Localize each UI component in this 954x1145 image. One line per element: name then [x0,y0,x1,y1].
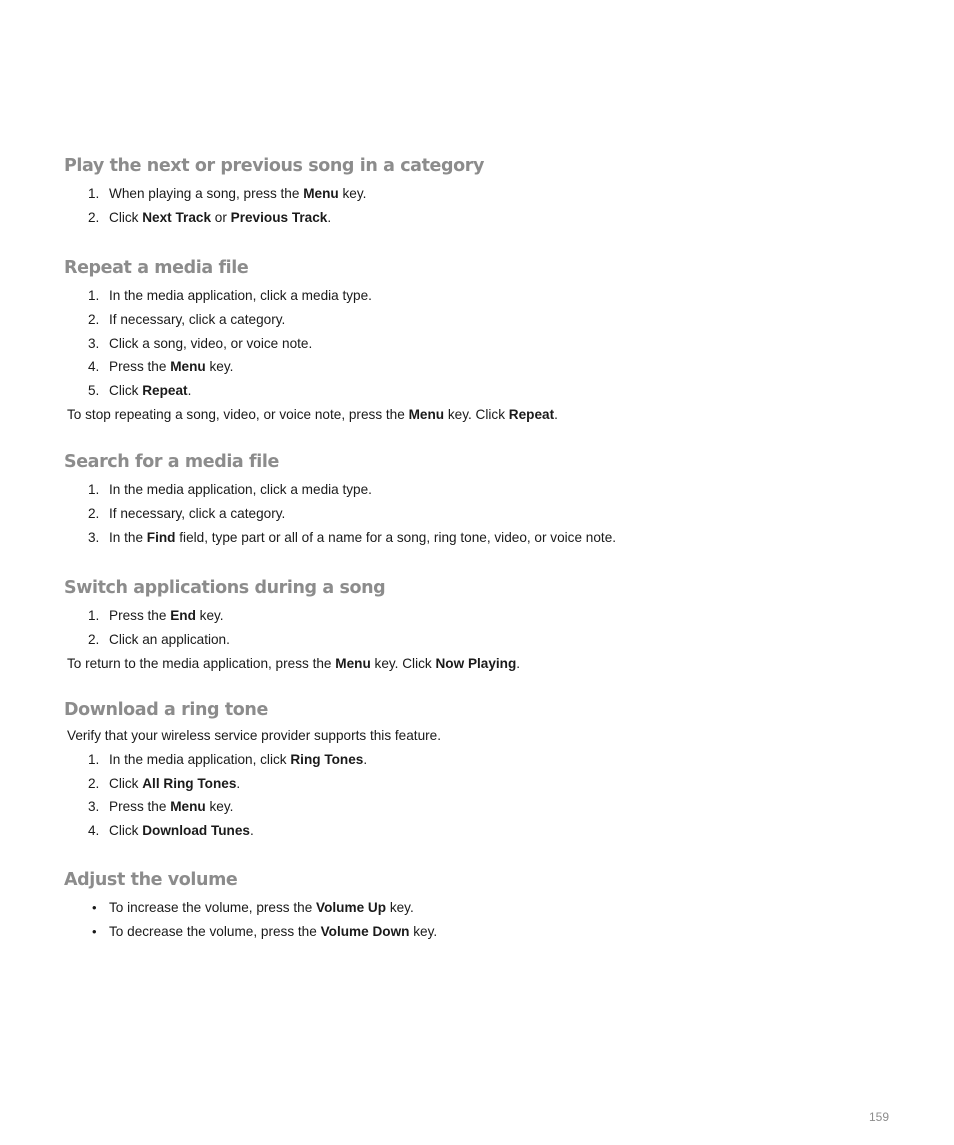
step-ui-label: Next Track [142,209,211,225]
step-text: key. [205,359,234,375]
bullet-item [64,896,884,920]
note-text: . [554,406,558,422]
step-item [64,502,884,526]
result-note [64,403,884,427]
bullet-text: To decrease the volume, press the [109,923,321,939]
note-ui-label: Menu [408,406,445,422]
section-heading: Adjust the volume [64,870,238,890]
step-text: Click [109,209,143,225]
step-text: In the [109,529,147,545]
step-item [64,308,884,332]
step-number: 2. [88,631,100,647]
step-text: Press the [109,799,171,815]
bullet-ui-label: Volume Down [320,923,410,939]
step-text: Click an application. [109,631,230,647]
step-ui-label: All Ring Tones [142,775,237,791]
bullet-icon: • [92,923,97,939]
step-text: Click a song, video, or voice note. [109,335,313,351]
step-list [64,748,884,843]
step-ui-label: Download Tunes [142,823,250,839]
step-text: Press the [109,359,171,375]
bullet-list [64,896,884,944]
step-item [64,379,884,403]
step-ui-label: Ring Tones [290,751,364,767]
step-item [64,182,884,206]
step-ui-label: Menu [170,799,206,815]
step-ui-label: End [170,608,196,623]
step-item [64,795,884,819]
step-item [64,819,884,843]
section-heading: Search for a media file [64,452,279,472]
note-text: To stop repeating a song, video, or voice note, press the [67,406,409,422]
step-text: . [327,209,332,225]
step-number: 2. [88,311,100,327]
step-number: 1. [88,288,100,303]
page-number: 159 [869,1110,890,1124]
prerequisite-note: Verify that your wireless service provider supports this feature. [67,728,441,743]
bullet-item [64,920,884,944]
note-ui-label: Repeat [508,406,555,422]
step-text: key. [338,186,367,201]
section-heading: Repeat a media file [64,258,249,278]
section-play-next-previous [64,155,884,230]
step-text: In the media application, click a media type. [109,482,372,497]
section-adjust-volume [64,869,884,944]
note-text: key. Click [444,406,509,422]
step-list [64,604,884,652]
section-heading: Download a ring tone [64,700,268,720]
step-text: When playing a song, press the [109,186,304,201]
step-item [64,284,884,308]
step-item [64,628,884,652]
step-item [64,332,884,356]
step-text: Click [109,775,143,791]
step-item [64,604,884,628]
step-text: . [249,823,254,839]
step-item [64,478,884,502]
step-number: 2. [88,775,100,791]
step-item [64,748,884,772]
step-item [64,526,884,550]
step-number: 4. [88,823,100,839]
bullet-text: To increase the volume, press the [109,900,317,915]
step-number: 3. [88,529,100,545]
step-ui-label: Previous Track [230,209,328,225]
step-text: key. [195,608,224,623]
bullet-icon: • [92,900,97,915]
step-number: 1. [88,482,100,497]
step-list [64,284,884,403]
step-text: . [363,751,368,767]
step-text: In the media application, click a media type. [109,288,372,303]
step-text: field, type part or all of a name for a song, ring tone, video, or voice note. [175,529,617,545]
step-item [64,355,884,379]
step-item [64,772,884,796]
step-number: 1. [88,751,100,767]
section-repeat-media-file [64,257,884,427]
step-item [64,206,884,230]
step-text: If necessary, click a category. [109,505,286,521]
step-text: If necessary, click a category. [109,311,286,327]
step-text: Click [109,823,143,839]
step-text: Press the [109,608,171,623]
step-list [64,478,884,549]
step-number: 1. [88,608,100,623]
step-list [64,182,884,230]
step-number: 2. [88,209,100,225]
step-text: key. [205,799,234,815]
step-text: . [236,775,241,791]
section-download-ring-tone [64,699,884,843]
section-heading: Play the next or previous song in a category [64,156,484,176]
step-number: 3. [88,335,100,351]
step-ui-label: Find [146,529,176,545]
note-text: . [516,655,521,671]
step-ui-label: Repeat [142,383,188,399]
bullet-ui-label: Volume Up [316,900,387,915]
step-text: In the media application, click [109,751,291,767]
step-ui-label: Menu [170,359,206,375]
bullet-text: key. [409,923,438,939]
step-number: 2. [88,505,100,521]
step-text: Click [109,383,143,399]
note-text: To return to the media application, press the [67,655,336,671]
step-number: 5. [88,383,100,399]
step-number: 3. [88,799,100,815]
note-ui-label: Now Playing [435,655,517,671]
step-ui-label: Menu [303,186,339,201]
step-text: . [187,383,192,399]
step-number: 4. [88,359,100,375]
result-note [64,652,884,676]
note-ui-label: Menu [335,655,371,671]
step-text: or [211,209,231,225]
section-heading: Switch applications during a song [64,578,386,598]
section-search-media-file [64,451,884,549]
note-text: key. Click [370,655,436,671]
bullet-text: key. [386,900,414,915]
step-number: 1. [88,186,100,201]
section-switch-applications [64,577,884,675]
